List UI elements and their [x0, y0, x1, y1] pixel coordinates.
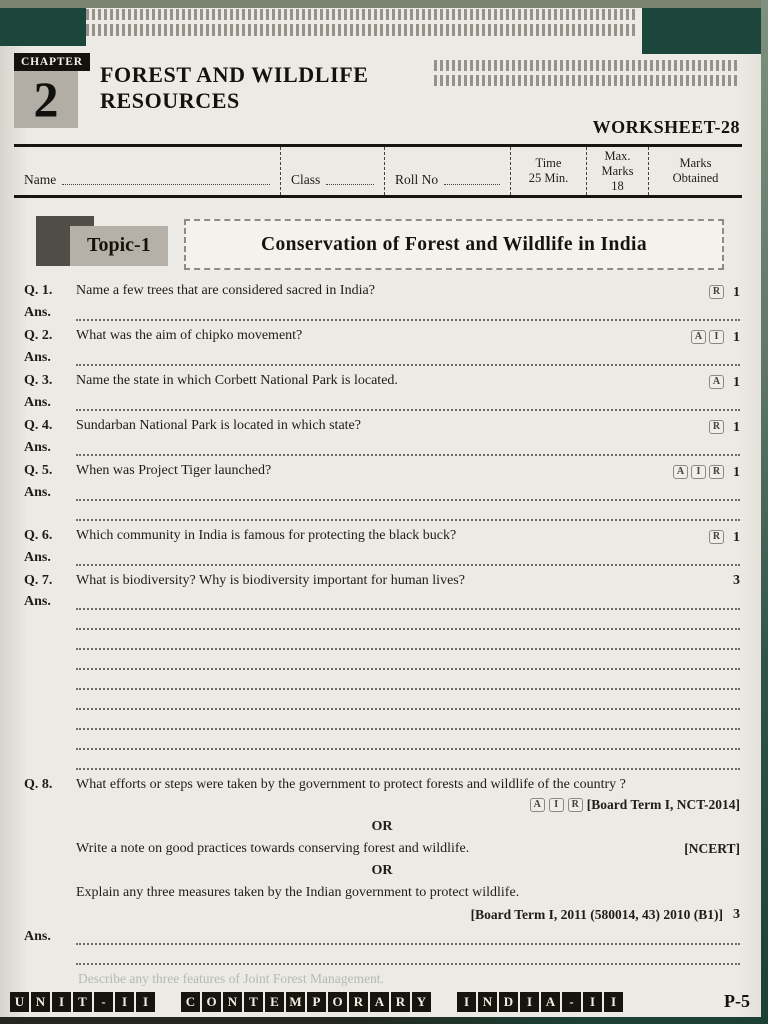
answer-line	[76, 717, 740, 730]
answer-row	[24, 546, 740, 566]
answer-row	[24, 730, 740, 750]
question-number: Q. 7.	[24, 573, 53, 588]
footer-letter-tile: D	[499, 992, 518, 1012]
question-row	[24, 327, 740, 346]
footer-word	[181, 992, 431, 1012]
answer-label: Ans.	[24, 395, 51, 410]
citation-text: [Board Term I, 2011 (580014, 43) 2010 (B1)]	[470, 907, 723, 922]
answer-row	[24, 945, 740, 965]
footer-letter-tile: R	[349, 992, 368, 1012]
question-meta	[709, 284, 740, 302]
footer-word	[10, 992, 155, 1012]
footer-letter-tile: I	[136, 992, 155, 1012]
question-meta	[709, 419, 740, 437]
answer-label: Ans.	[24, 305, 51, 320]
citation-text: [NCERT]	[684, 841, 740, 856]
citation-text: [Board Term I, NCT-2014]	[586, 797, 740, 812]
footer-letter-tile: I	[457, 992, 476, 1012]
question-row	[24, 776, 740, 794]
answer-line	[76, 637, 740, 650]
answer-row	[24, 481, 740, 501]
worksheet-label: WORKSHEET-28	[592, 117, 740, 137]
question-marks: 1	[733, 419, 740, 435]
answer-line	[76, 398, 740, 411]
question-row	[24, 417, 740, 436]
question-text: What was the aim of chipko movement?	[76, 328, 303, 343]
answer-row	[24, 710, 740, 730]
footer-letter-tile: A	[370, 992, 389, 1012]
student-info-bar	[14, 144, 742, 198]
question-row	[24, 462, 740, 481]
scan-edge-top	[0, 0, 768, 8]
question-block	[24, 776, 740, 966]
question-block	[24, 462, 740, 521]
question-meta	[691, 329, 740, 347]
or-label: OR	[371, 819, 393, 834]
question-marks: 1	[733, 529, 740, 545]
answer-line	[76, 597, 740, 610]
question-number: Q. 2.	[24, 328, 53, 343]
answer-row	[24, 346, 740, 366]
question-marks: 1	[733, 374, 740, 390]
time-label: Time	[535, 156, 562, 170]
max-marks-label1: Max.	[604, 148, 631, 163]
questions-list	[24, 282, 740, 965]
class-label: Class	[291, 171, 321, 187]
page-footer	[10, 991, 750, 1012]
question-text: Sundarban National Park is located in which state?	[76, 418, 361, 433]
question-block	[24, 282, 740, 321]
chapter-title-line1: FOREST AND WILDLIFE	[100, 62, 369, 87]
answer-label: Ans.	[24, 350, 51, 365]
answer-line	[76, 488, 740, 501]
question-number: Q. 1.	[24, 283, 53, 298]
question-number: Q. 8.	[24, 776, 53, 792]
alternative-question-text: Write a note on good practices towards conserving forest and wildlife.	[76, 841, 470, 856]
question-marks: 3	[733, 907, 740, 922]
footer-letter-tile: O	[328, 992, 347, 1012]
answer-row	[24, 301, 740, 321]
answer-line	[76, 677, 740, 690]
answer-row	[24, 610, 740, 630]
or-label: OR	[371, 863, 393, 878]
badge-r-icon: R	[709, 465, 724, 479]
page-number: P-5	[724, 991, 750, 1011]
ribbed-strip-top-icon	[86, 9, 638, 36]
alternative-question-line	[24, 883, 740, 903]
topic-banner	[24, 214, 738, 270]
badge-i-icon: I	[691, 465, 706, 479]
footer-letter-tile: I	[115, 992, 134, 1012]
footer-letter-tile: I	[52, 992, 71, 1012]
chapter-block	[14, 52, 84, 128]
answer-row	[24, 690, 740, 710]
answer-row	[24, 590, 740, 610]
footer-letter-tile: N	[31, 992, 50, 1012]
ribbed-strip-header-icon	[434, 60, 740, 86]
footer-letter-tile: U	[10, 992, 29, 1012]
citation-line	[24, 795, 740, 815]
answer-line	[76, 508, 740, 521]
class-fill-line	[326, 183, 374, 185]
name-fill-line	[62, 183, 270, 185]
chapter-title-line2: RESOURCES	[100, 87, 240, 113]
badge-a-icon: A	[709, 375, 724, 389]
question-marks: 1	[733, 329, 740, 345]
answer-row	[24, 650, 740, 670]
ghost-bleed-through-text: Describe any three features of Joint Forest Management.	[78, 971, 384, 986]
scan-corner-top-right	[642, 0, 768, 54]
question-number: Q. 6.	[24, 528, 53, 543]
answer-label: Ans.	[24, 550, 51, 565]
footer-letter-tile: I	[604, 992, 623, 1012]
question-row	[24, 527, 740, 546]
answer-line	[76, 697, 740, 710]
roll-no-field	[384, 147, 510, 195]
footer-letter-tile: R	[391, 992, 410, 1012]
question-text: What is biodiversity? Why is biodiversity important for human lives?	[76, 573, 465, 588]
answer-line	[76, 617, 740, 630]
marks-obtained-cell	[648, 147, 742, 195]
footer-letter-tile: E	[265, 992, 284, 1012]
question-block	[24, 372, 740, 411]
question-block	[24, 527, 740, 566]
question-text: What efforts or steps were taken by the government to protect forests and wildlife of the country ?	[76, 776, 626, 792]
time-cell	[510, 147, 586, 195]
question-text: When was Project Tiger launched?	[76, 463, 272, 478]
roll-no-label: Roll No	[395, 171, 439, 187]
footer-letter-tile: N	[478, 992, 497, 1012]
question-marks: 1	[733, 464, 740, 480]
class-field	[280, 147, 384, 195]
question-text: Name a few trees that are considered sacred in India?	[76, 283, 375, 298]
footer-letter-tile: I	[583, 992, 602, 1012]
marks-obtained-label1: Marks	[679, 156, 712, 170]
footer-letter-tile: C	[181, 992, 200, 1012]
answer-line	[76, 657, 740, 670]
chapter-label: CHAPTER	[14, 53, 90, 71]
chapter-header	[14, 48, 742, 142]
answer-line	[76, 932, 740, 945]
footer-letter-tile: T	[244, 992, 263, 1012]
footer-letter-tile: I	[520, 992, 539, 1012]
badge-a-icon: A	[691, 330, 706, 344]
answer-line	[76, 443, 740, 456]
question-meta	[709, 374, 740, 392]
footer-unit	[10, 992, 623, 1012]
question-row	[24, 282, 740, 301]
answer-row	[24, 750, 740, 770]
alternative-question-line	[24, 839, 740, 859]
name-label: Name	[24, 171, 57, 187]
question-row	[24, 572, 740, 590]
scan-edge-bottom	[0, 1017, 768, 1024]
marks-obtained-label2: Obtained	[672, 171, 719, 185]
question-marks: 1	[733, 284, 740, 300]
answer-line	[76, 353, 740, 366]
answer-line	[76, 952, 740, 965]
answer-row	[24, 391, 740, 411]
question-number: Q. 4.	[24, 418, 53, 433]
question-marks: 3	[733, 573, 740, 588]
question-block	[24, 327, 740, 366]
question-meta	[709, 529, 740, 547]
citation-line	[24, 905, 740, 925]
question-text: Name the state in which Corbett National Park is located.	[76, 373, 398, 388]
roll-no-fill-line	[444, 183, 500, 185]
footer-letter-tile: Y	[412, 992, 431, 1012]
alternative-question-text: Explain any three measures taken by the Indian government to protect wildlife.	[76, 885, 520, 900]
question-number: Q. 5.	[24, 463, 53, 478]
footer-letter-tile: -	[562, 992, 581, 1012]
time-value: 25 Min.	[528, 171, 569, 185]
badge-r-icon: R	[709, 285, 724, 299]
answer-line	[76, 553, 740, 566]
footer-letter-tile: O	[202, 992, 221, 1012]
answer-row	[24, 630, 740, 650]
badge-a-icon: A	[530, 798, 545, 812]
badge-r-icon: R	[568, 798, 583, 812]
max-marks-cell	[586, 147, 648, 195]
answer-row	[24, 501, 740, 521]
question-row	[24, 372, 740, 391]
max-marks-label2: Marks	[601, 163, 634, 178]
question-meta	[673, 464, 740, 482]
footer-letter-tile: -	[94, 992, 113, 1012]
answer-line	[76, 757, 740, 770]
answer-row	[24, 670, 740, 690]
footer-letter-tile: P	[307, 992, 326, 1012]
question-meta	[727, 572, 740, 590]
badge-i-icon: I	[549, 798, 564, 812]
topic-title: Conservation of Forest and Wildlife in India	[184, 219, 724, 270]
question-block	[24, 572, 740, 770]
answer-label: Ans.	[24, 440, 51, 455]
badge-i-icon: I	[709, 330, 724, 344]
answer-label: Ans.	[24, 593, 51, 609]
footer-letter-tile: A	[541, 992, 560, 1012]
badge-r-icon: R	[709, 420, 724, 434]
question-number: Q. 3.	[24, 373, 53, 388]
scan-edge-right	[761, 0, 768, 1024]
answer-label: Ans.	[24, 929, 51, 944]
chapter-number: 2	[14, 70, 78, 128]
name-field	[14, 147, 280, 195]
answer-label: Ans.	[24, 485, 51, 500]
question-block	[24, 417, 740, 456]
footer-letter-tile: N	[223, 992, 242, 1012]
answer-row	[24, 436, 740, 456]
topic-label: Topic-1	[70, 226, 168, 266]
footer-letter-tile: T	[73, 992, 92, 1012]
answer-line	[76, 308, 740, 321]
footer-letter-tile: M	[286, 992, 305, 1012]
footer-word	[457, 992, 623, 1012]
question-text: Which community in India is famous for protecting the black buck?	[76, 528, 457, 543]
answer-line	[76, 737, 740, 750]
badge-a-icon: A	[673, 465, 688, 479]
badge-r-icon: R	[709, 530, 724, 544]
max-marks-value: 18	[611, 178, 624, 193]
answer-row	[24, 925, 740, 945]
